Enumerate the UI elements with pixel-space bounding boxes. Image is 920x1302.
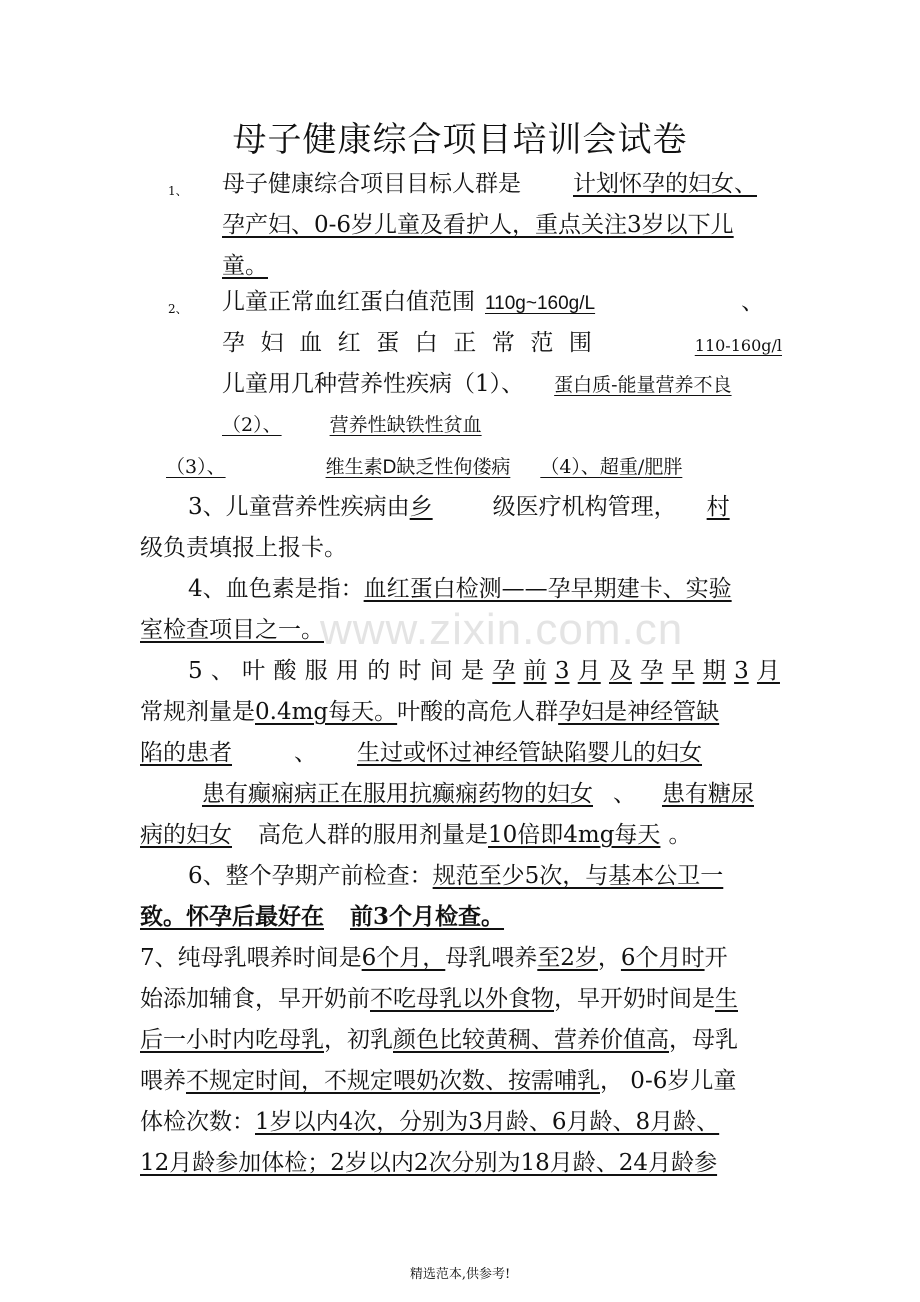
q5-answer-risk-4b: 病的妇女: [140, 822, 232, 848]
q2-separator: 、: [741, 289, 765, 315]
q5-line-5: 病的妇女 高危人群的服用剂量是10倍即4mg每天 。: [140, 822, 692, 848]
q1-number: 1、: [168, 184, 188, 198]
page-footer: 精选范本,供参考!: [409, 1267, 511, 1282]
q2-answer-5: （3）、 维生素D缺乏性佝偻病 （4）、超重/肥胖: [166, 456, 683, 478]
q2-answer-1: 110g~160g/L: [485, 293, 596, 314]
q7-line-5: 体检次数：1岁以内4次，分别为3月龄、6月龄、8月龄、: [140, 1109, 720, 1135]
q2-prompt-1: 儿童正常血红蛋白值范围: [222, 289, 475, 315]
q5-answer-dose: 0.4mg每天。: [255, 699, 398, 725]
q3-line-1: 3、儿童营养性疾病由乡 级医疗机构管理， 村: [188, 494, 730, 520]
q5-answer-risk-2: 生过或怀过神经管缺陷婴儿的妇女: [357, 740, 702, 766]
q3-line-2: 级负责填报上报卡。: [140, 535, 347, 561]
q7-line-1: 7、纯母乳喂养时间是6个月，母乳喂养至2岁，6个月时开: [140, 945, 728, 971]
q1-answer-1: 计划怀孕的妇女、: [573, 171, 757, 197]
q1-line-1: [222, 168, 757, 200]
q4-answer-2: 室检查项目之一。: [140, 617, 324, 643]
q1-answer-3: 童。: [222, 253, 268, 279]
q4-line-1: 4、血色素是指：血红蛋白检测——孕早期建卡、实验: [188, 576, 732, 602]
q3-answer-2: 村: [706, 494, 730, 520]
q5-answer-high-dose: 10倍即4mg每天: [488, 822, 661, 848]
q2-prompt-3: 儿童用几种营养性疾病（1）、: [222, 371, 525, 397]
q7-line-3: 后一小时内吃母乳，初乳颜色比较黄稠、营养价值高，母乳: [140, 1027, 738, 1053]
q4-answer-1: 血红蛋白检测——孕早期建卡、实验: [363, 576, 732, 602]
watermark: www.zixin.com.cn: [320, 605, 684, 654]
q5-answer-risk-3: 患有癫痫病正在服用抗癫痫药物的妇女: [202, 781, 593, 807]
q5-answer-risk-1: 孕妇是神经管缺: [558, 699, 720, 725]
q1-answer-2: 孕产妇、0-6岁儿童及看护人，重点关注3岁以下儿: [222, 212, 734, 238]
q5-answer-risk-4: 患有糖尿: [662, 781, 754, 807]
q2-answer-2: 110-160g/l: [694, 336, 782, 355]
q7-line-6: 12月龄参加体检；2岁以内2次分别为18月龄、24月龄参: [140, 1150, 718, 1176]
q2-answer-4: （2）、 营养性缺铁性贫血: [222, 414, 482, 436]
q7-line-4: 喂养不规定时间，不规定喂奶次数、按需哺乳， 0-6岁儿童: [140, 1068, 737, 1094]
q6-line-1: 6、整个孕期产前检查：规范至少5次，与基本公卫一: [188, 863, 724, 889]
q1-prefix: 母子健康综合项目目标人群是: [222, 171, 521, 197]
q2-line-2: 孕 妇 血 红 蛋 白 正 常 范 围: [222, 330, 592, 356]
q6-line-2: 致。怀孕后最好在 前3个月检查。: [140, 903, 505, 930]
q2-answer-3: 蛋白质-能量营养不良: [554, 374, 732, 396]
q5-line-4: 患有癫痫病正在服用抗癫痫药物的妇女 、 患有糖尿: [188, 778, 754, 810]
q2-line-5: [166, 451, 712, 483]
q5-answer-risk-1b: 陷的患者: [140, 740, 232, 766]
q3-answer-1: 乡: [409, 494, 433, 520]
q5-line-1: 5 、 叶 酸 服 用 的 时 间 是 孕 前 3 月 及 孕 早 期 3 月: [188, 658, 780, 684]
q7-line-2: 始添加辅食，早开奶前不吃母乳以外食物，早开奶时间是生: [140, 986, 738, 1012]
q6-answer-1: 规范至少5次，与基本公卫一: [432, 863, 724, 889]
page-title: 母子健康综合项目培训会试卷: [232, 120, 688, 160]
q2-line-1: [222, 286, 764, 318]
q2-line-3: [222, 368, 732, 400]
q5-line-2: 常规剂量是0.4mg每天。叶酸的高危人群孕妇是神经管缺: [140, 699, 720, 725]
q2-number: 2、: [168, 302, 188, 316]
q2-line-4: [222, 409, 592, 441]
q5-line-3: 陷的患者 、 生过或怀过神经管缺陷婴儿的妇女: [140, 737, 728, 769]
